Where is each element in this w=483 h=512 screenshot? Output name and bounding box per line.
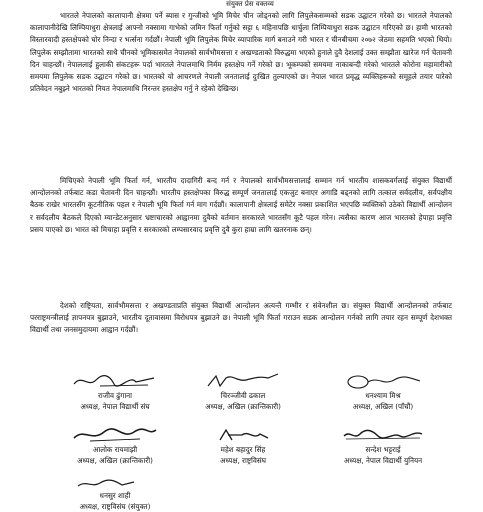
signatory-5-name: महेश बहादुर सिंह [220,445,266,454]
signatory-1-role: अध्यक्ष, नेपाल विद्यार्थी संघ [80,402,150,411]
signatory-6-name: सन्देश भट्टराई [365,445,401,454]
signature-1-handwriting [70,372,160,390]
signatory-5-role: अध्यक्ष, राष्ट्रविसंघ [219,456,267,465]
paragraph-2: मिचिएको नेपाली भूमि फिर्ता गर्न, भारतीय दादागिरी बन्द गर्न र नेपालको सार्वभौमसत्तालाई सम्मान गर्न भारतीय शासकवर्गलाई संयुक्त विद्यार्थी आन्दोलनको तर्फबाट कडा चेतावनी दिन चाहन्छौं। भारतीय हस्तक्षेपका विरुद्ध सम्पूर्ण जनतालाई एकजुट बनाएर अगाडि बढ्नको लागि तत्काल सर्वदलीय, सर्वपक्षीय बैठक राखेर भारतसँग कूटनीतिक पहल र नेपाली भूमि फिर्ता गर्न माग गर्दछौं। कालापानी क्षेत्रलाई समेटेर नक्सा प्रकाशित भएपछि व्यक्तिको उठेको विद्यार्थी आन्दोलन र सर्वदलीय बैठकले दिएको म्यान्डेटअनुसार भ्रष्टाचारको आह्वानमा दुवैको वर्तमान सरकारले भारतसँग कूटै पहल गरेन। त्यसैका कारण आज भारतको हेपाहा प्रवृत्ति प्रसय पाएको छ। भारत को मिचाहा प्रवृत्ति र सरकारको लम्पसारवाद प्रवृत्ति दुवै कुरा हाम्रा लागि खतरनाक छन्। [30,176,452,234]
signature-5-handwriting [198,426,288,444]
signatory-4-name: आलोक रायमाझी [92,445,138,454]
signatory-6-role: अध्यक्ष, नेपाल विद्यार्थी युनियन [343,456,423,465]
paragraph-3: देशको राष्ट्रियता, सार्वभौमसत्ता र अखण्डताप्रति संयुक्त विद्यार्थी आन्दोलन अत्यन्तै गम्भीर र संवेनशील छ। संयुक्त विद्यार्थी आन्दोलनको तर्फबाट परराष्ट्रमन्त्रीलाई ज्ञापनपत्र बुझाउने, भारतीय दूतावासमा विरोधपत्र बुझाउने छ। नेपाली भूमि फिर्ता गराउन सडक आन्दोलन गर्नको लागि तयार रहन सम्पूर्ण देशभक्त विद्यार्थी तथा जनसमुदायमा आह्वान गर्दछौं। [30,301,452,335]
signatory-6 [318,426,448,466]
document-header: संयुक्त प्रेस वक्तव्य [226,0,274,8]
signatory-1-name: राजीव ढुंगाना [97,391,133,400]
signatory-3-name: धनश्याम मिश्र [365,391,401,400]
signature-7-handwriting [70,478,160,490]
signature-2-handwriting [198,372,288,390]
paragraph-1: भारतले नेपालको कालापानी क्षेत्रमा पर्ने ब्यास र गुन्जीको भूमि मिचेर चीन जोड्नको लागि लिपुलेकसम्मको सडक उद्घाटन गरेको छ। भारतले नेपालको कालापानीदेखि लिम्पियाधुरा क्षेत्रलाई आफ्नो नक्सामा गाभेको जमिन फिर्ता गर्नुको सट्टा ६ महिनापछि धार्चुला लिम्पियाधुरा सडक उद्घाटन गरिएको छ। हामी भारतको विस्तारवादी हस्तक्षेपको घोर निन्दा र भर्त्सना गर्दछौं। नेपाली भूमि लिपुलेक मिचेर व्यापारिक मार्ग बनाउने गरी भारत र चीनबीचमा २०७२ जेठमा सहमति भएको थियो। लिपुलेक सम्झौतामा भारतको साथै चीनको भूमिकासमेत नेपालको सार्वभौमसत्ता र अखण्डताको विरुद्धमा भएको हुनाले दुवै देशलाई उक्त सम्झौता खारेज गर्न चेतावनी दिन चाहन्छौं। नेपाललाई हुलाकी संकटहरू पर्दा भारतले नेपालमाथि निर्मम हस्तक्षेप गर्ने गरेको छ। भूकम्पको समयमा नाकाबन्दी गरेको भारतले कोरोना महामारीको समयमा लिपुलेक सडक उद्घाटन गरेको छ। भारतको यो आचरणले नेपाली जनतालाई दुःखित तुल्याएको छ। नेपाल भारत प्रवृद्ध व्यक्तिहरूको समूहले तयार पारेको प्रतिवेदन नबुझ्ने भारतको नियत नेपालमाथि निरन्तर हस्तक्षेप गर्नु ने रहेको देखिन्छ। [30,11,452,94]
signatory-7-name: धनसुर शाही [99,491,131,500]
signatory-1 [50,372,180,412]
signatory-3 [318,372,448,412]
signature-6-handwriting [338,426,428,444]
signatory-2-name: चिरञ्जीवी ढकाल [220,391,266,400]
signatory-2 [178,372,308,412]
signatory-4-role: अध्यक्ष, अखिल (क्रान्तिकारी) [77,456,153,465]
signatory-2-role: अध्यक्ष, अखिल (क्रान्तिकारी) [205,402,281,411]
signatory-4 [50,426,180,466]
signatory-5 [178,426,308,466]
signatory-3-role: अध्यक्ष, अखिल (पाँचौं) [352,402,414,411]
signatory-7 [50,478,180,512]
signatory-7-role: अध्यक्ष, राष्ट्रविसंघ (संयुक्त) [79,502,151,511]
signature-4-handwriting [70,426,160,444]
signature-3-handwriting [338,372,428,390]
